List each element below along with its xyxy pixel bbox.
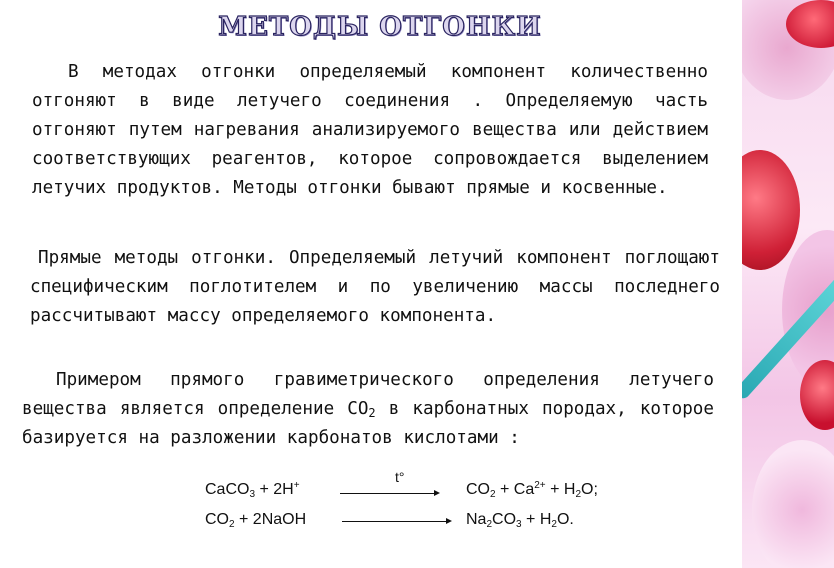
- example-text-end: в карбонатных породах, которое базируется на разложении карбонатов кислотами :: [22, 399, 714, 448]
- direct-methods-paragraph: Прямые методы отгонки. Определяемый летучий компонент поглощают специфическим поглотителем и по увеличению массы последнего рассчитывают массу определяемого компонента.: [30, 248, 720, 326]
- intro-paragraph: В методах отгонки определяемый компонент количественно отгоняют в виде летучего соединения . Определяемую часть отгоняют путем нагревания анализируемого вещества или действием соответствующих реагентов, которое сопровождается выделением летучих продуктов. Методы отгонки бывают прямые и косвенные.: [32, 62, 708, 198]
- slide-title: МЕТОДЫ ОТГОНКИ: [218, 12, 542, 42]
- example-text-start: Примером прямого гравиметрического определения летучего вещества является определение CO: [22, 370, 714, 419]
- equation-1-right: $CO_2 + Ca^{2+} + H_2O$;: [466, 480, 598, 500]
- petal-shape: [752, 440, 834, 568]
- equation-2-left: $CO_2$ + 2NaOH: [205, 511, 307, 530]
- example-paragraph: [22, 366, 714, 453]
- equation-1-condition: t°: [395, 469, 405, 485]
- example-subscript: 2: [368, 406, 376, 420]
- red-berry-shape: [742, 150, 800, 270]
- equation-2-right: $Na_2CO_3 + H_2O$.: [466, 511, 574, 530]
- equation-1-arrow: [340, 493, 438, 494]
- equation-2-arrow: [342, 521, 450, 522]
- decorative-flower-panel: [742, 0, 834, 568]
- equation-1-left: CaCO$_3$ + 2H+: [205, 480, 300, 500]
